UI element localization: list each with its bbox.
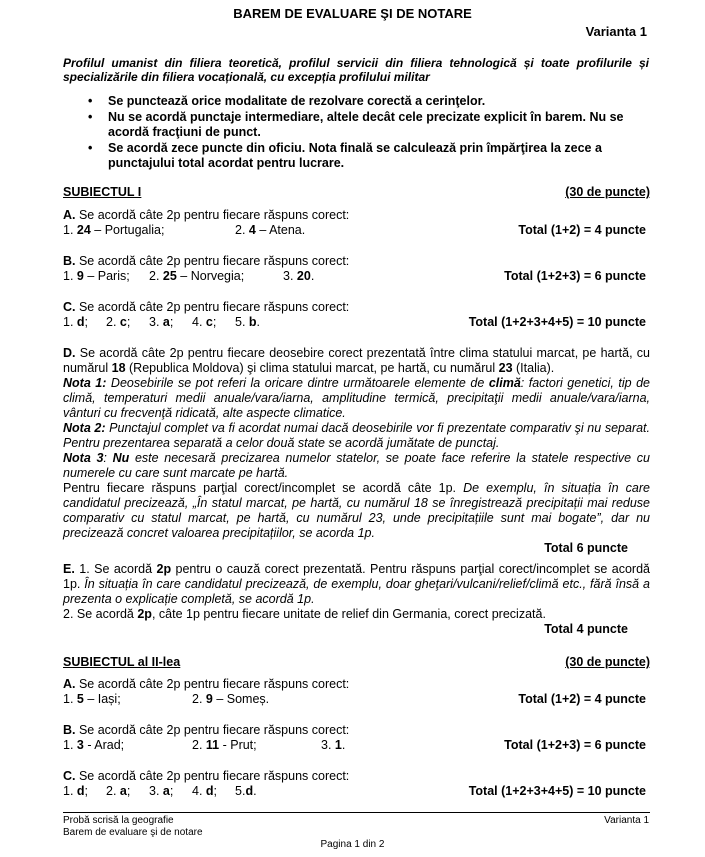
answer: 1. d; [63,784,89,798]
s2-b-answers [63,738,650,753]
section-title: SUBIECTUL I [63,185,142,199]
item-total: Total (1+2+3) = 6 puncte [504,738,646,752]
s1-c-answers [63,315,650,330]
section-1-heading [63,185,650,200]
item-intro: Se acordă câte 2p pentru fiecare răspuns corect: [75,769,350,783]
footer-variant: Varianta 1 [604,815,649,826]
s1-d-block [63,346,650,556]
section-title: SUBIECTUL al II-lea [63,655,181,669]
section-points: (30 de puncte) [565,655,650,669]
answer: 3. a; [149,315,174,329]
bullet-icon: • [88,94,93,108]
item-intro: Se acordă câte 2p pentru fiecare răspuns corect: [75,254,350,268]
s1-d-partial: Pentru fiecare răspuns parţial corect/incomplet se acordă câte 1p. De exemplu, în situația în care candidatul precizează, „În statul marcat, pe hartă, cu numărul 18 se înregistrează precipitații mai reduse comparativ cu statul marcat, pe hartă, cu numărul 23, unde precipitațiile sunt mai bogate”, dar nu precizează concret valoarea precipitațiilor, se acorda 1p. [63,481,650,540]
answer: 2. a; [106,784,131,798]
rule-text: Se punctează orice modalitate de rezolvare corectă a cerinţelor. [108,94,486,108]
bullet-icon: • [88,141,93,155]
rule-text: Nu se acordă punctaje intermediare, altele decât cele precizate explicit în barem. Nu se acordă fracţiuni de punct. [108,110,624,139]
item-total: Total 4 puncte [544,622,628,636]
s1-a-answers [63,223,650,238]
item-total: Total (1+2+3) = 6 puncte [504,269,646,283]
bullet-icon: • [88,110,93,124]
item-letter: A. [63,677,76,691]
s1-d-note-3: Nota 3: Nu este necesară precizarea numelor statelor, se poate face referire la statele respective cu numerele cu care sunt marcate pe hartă. [63,451,650,480]
rule-item [88,110,650,140]
answer: 4. c; [192,315,217,329]
item-total: Total (1+2+3+4+5) = 10 puncte [468,315,646,329]
footer-subject: Probă scrisă la geografie [63,815,174,826]
item-intro: Se acordă câte 2p pentru fiecare răspuns corect: [75,300,350,314]
s2-c-answers [63,784,650,799]
section-points: (30 de puncte) [565,185,650,199]
s1-b-intro [63,254,650,269]
s2-a-intro [63,677,650,692]
page-number: Pagina 1 din 2 [320,839,385,850]
rule-item [88,141,650,171]
answer: 2. 11 - Prut; [192,738,257,752]
item-intro: Se acordă câte 2p pentru fiecare răspuns corect: [75,208,350,222]
item-letter: C. [63,300,76,314]
s1-a-intro [63,208,650,223]
answer: 2. 9 – Someș. [192,692,270,706]
document-title: BAREM DE EVALUARE ŞI DE NOTARE [233,6,472,21]
s1-b-answers [63,269,650,284]
s2-a-answers [63,692,650,707]
item-intro: Se acordă câte 2p pentru fiecare răspuns corect: [75,677,350,691]
s1-d-note-2: Nota 2: Punctajul complet va fi acordat numai dacă deosebirile vor fi prezentate comparativ şi nu separat. Pentru prezentarea separată a celor două state se acordă jumătate de punctaj. [63,421,651,450]
answer: 1. 5 – Iași; [63,692,121,706]
item-total: Total (1+2) = 4 puncte [518,692,646,706]
answer: 3. 1. [321,738,346,752]
s1-d-statement: D. Se acordă câte 2p pentru fiecare deosebire corect prezentată între clima statului marcat, pe hartă, cu numărul 18 (Republica Moldova) şi clima statului marcat, pe hartă, cu numărul 23 (Italia). [63,346,650,375]
item-total: Total (1+2) = 4 puncte [518,223,646,237]
answer: 2. 25 – Norvegia; [149,269,245,283]
footer-doc-type: Barem de evaluare şi de notare [63,827,203,838]
item-total: Total 6 puncte [544,541,628,555]
rule-text: Se acordă zece puncte din oficiu. Nota finală se calculează prin împărţirea la zece a punctajului total acordat pentru lucrare. [108,141,602,170]
footer-divider [63,812,650,813]
item-total: Total (1+2+3+4+5) = 10 puncte [468,784,646,798]
s1-e-block [63,562,650,637]
answer: 2. c; [106,315,131,329]
item-intro: Se acordă câte 2p pentru fiecare răspuns corect: [75,723,350,737]
answer: 3. 20. [283,269,315,283]
answer: 3. a; [149,784,174,798]
answer: 1. 3 - Arad; [63,738,125,752]
s1-c-intro [63,300,650,315]
answer: 1. d; [63,315,89,329]
rules-list [88,94,650,172]
item-letter: C. [63,769,76,783]
s2-c-intro [63,769,650,784]
answer: 1. 24 – Portugalia; [63,223,165,237]
answer: 4. d; [192,784,218,798]
variant-label: Varianta 1 [585,24,647,39]
s1-e-part-1: E. 1. Se acordă 2p pentru o cauză corect prezentată. Pentru răspuns parţial corect/incomplet se acordă 1p. În situația în care candidatul precizează, de exemplu, doar gheţari/vulcani/relief/climă etc., fără însă a prezenta o explicație completă, se acordă 1p. [63,562,651,606]
answer: 5. b. [235,315,261,329]
answer: 2. 4 – Atena. [235,223,306,237]
s1-d-note-1: Nota 1: Deosebirile se pot referi la oricare dintre următoarele elemente de climă: factori genetici, tip de climă, temperaturi medii anuale/vara/iarna, amplitudine termică, precipitaţii medii anuale/vara/iarna, vânturi cu frecvenţă ridicată, alte aspecte climatice. [63,376,650,420]
section-2-heading [63,655,650,670]
answer: 1. 9 – Paris; [63,269,130,283]
footer-left [63,815,203,839]
rule-item [88,94,650,109]
item-letter: B. [63,254,76,268]
profile-description: Profilul umanist din filiera teoretică, profilul servicii din filiera tehnologică și toate profilurile și specializările din filiera vocațională, cu excepția profilului militar [63,56,649,84]
answer: 5.d. [235,784,257,798]
item-letter: B. [63,723,76,737]
item-letter: A. [63,208,76,222]
s1-e-part-2: 2. Se acordă 2p, câte 1p pentru fiecare unitate de relief din Germania, corect precizată. [63,607,546,621]
s2-b-intro [63,723,650,738]
